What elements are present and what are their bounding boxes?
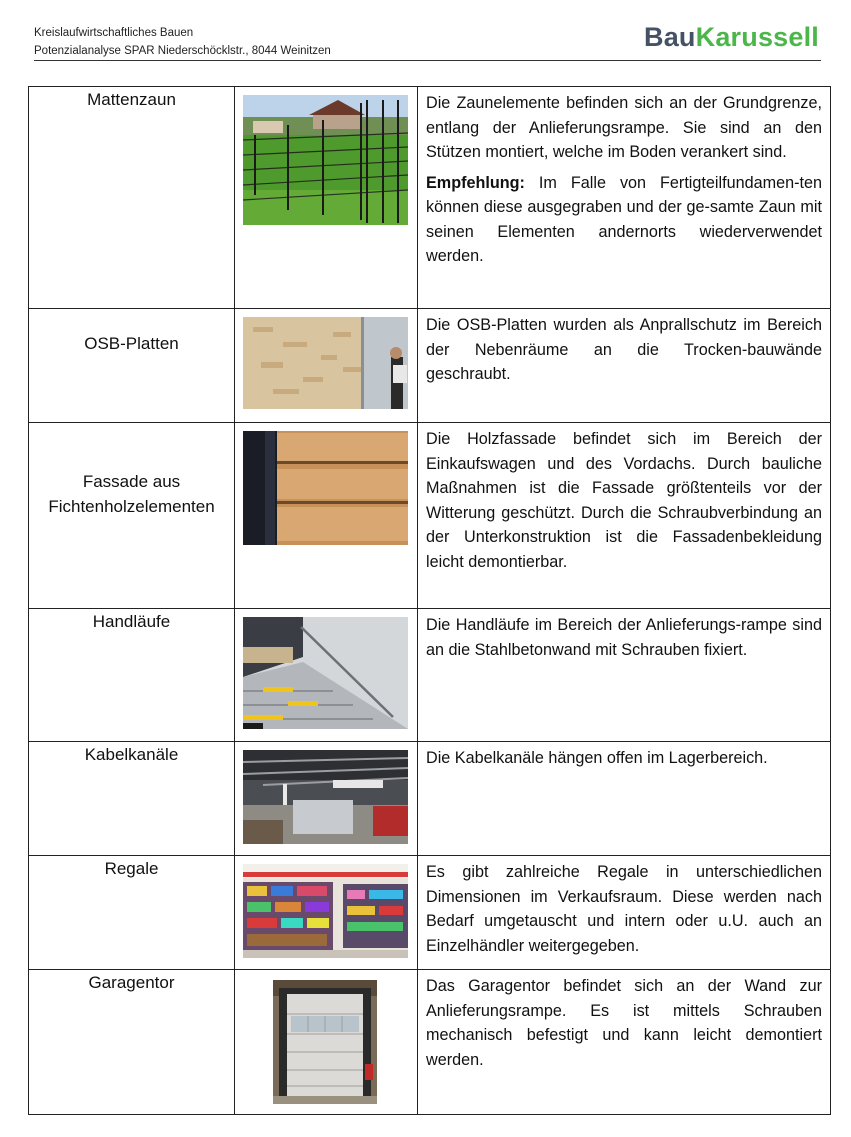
component-table	[28, 86, 831, 1115]
row-text: Die Zaunelemente befinden sich an der Grundgrenze, entlang der Anlieferungsrampe. Sie sind an den Stützen montiert, welche im Boden verankert sind.	[426, 94, 822, 161]
row-label: Kabelkanäle	[29, 742, 235, 856]
table-row	[29, 970, 831, 1115]
row-text: Das Garagentor befindet sich an der Wand zur Anlieferungsrampe. Es ist mittels Schrauben mechanisch befestigt und kann leicht demontiert werden.	[426, 977, 822, 1069]
shelves-photo-icon	[243, 864, 408, 958]
row-description	[418, 309, 831, 423]
row-image-cell	[235, 309, 418, 423]
table-row	[29, 87, 831, 309]
row-label: Handläufe	[29, 609, 235, 742]
row-text: Die Handläufe im Bereich der Anlieferungs-rampe sind an die Stahlbetonwand mit Schrauben fixiert.	[426, 616, 822, 659]
header-line-2: Potenzialanalyse SPAR Niederschöcklstr., 8044 Weinitzen	[34, 45, 331, 57]
row-label: Regale	[29, 856, 235, 970]
row-label: Mattenzaun	[29, 87, 235, 309]
row-image-cell	[235, 609, 418, 742]
recommendation-text: Im Falle von Fertigteilfundamen-ten können diese ausgegraben und der ge-samte Zaun mit seinen Elementen andernorts wiederverwendet werden.	[426, 173, 822, 265]
table-row	[29, 423, 831, 609]
page-header	[34, 22, 821, 62]
row-image-cell	[235, 87, 418, 309]
logo-part-1: Bau	[644, 22, 696, 52]
baukarussell-logo	[644, 22, 819, 53]
row-description	[418, 609, 831, 742]
fence-photo-icon	[243, 95, 408, 225]
row-image-cell	[235, 742, 418, 856]
logo-part-2: Karussell	[695, 22, 819, 52]
table-row	[29, 309, 831, 423]
row-label: OSB-Platten	[29, 309, 235, 423]
row-label: Fassade aus Fichtenholzelementen	[29, 423, 235, 609]
table-row	[29, 856, 831, 970]
cable-tray-photo-icon	[243, 750, 408, 844]
garage-door-photo-icon	[273, 980, 377, 1104]
row-description	[418, 970, 831, 1115]
row-image-cell	[235, 423, 418, 609]
row-description	[418, 423, 831, 609]
row-text: Die Kabelkanäle hängen offen im Lagerbereich.	[426, 749, 768, 767]
row-description	[418, 742, 831, 856]
recommendation	[426, 171, 822, 269]
recommendation-label: Empfehlung:	[426, 173, 525, 192]
table-row	[29, 609, 831, 742]
row-description	[418, 856, 831, 970]
table-row	[29, 742, 831, 856]
row-text: Die OSB-Platten wurden als Anprallschutz im Bereich der Nebenräume an die Trocken-bauwände geschraubt.	[426, 316, 822, 383]
row-text: Es gibt zahlreiche Regale in unterschiedlichen Dimensionen im Verkaufsraum. Diese werden nach Bedarf umgetauscht und intern oder u.U. auch an Einzelhändler weitergegeben.	[426, 863, 822, 955]
row-description	[418, 87, 831, 309]
row-text: Die Holzfassade befindet sich im Bereich der Einkaufswagen und des Vordachs. Durch bauliche Maßnahmen ist die Fassade größtenteils vor der Witterung geschützt. Durch die Schraubverbindung an der Unterkonstruktion ist die Fassadenbekleidung leicht demontierbar.	[426, 430, 822, 571]
header-line-1: Kreislaufwirtschaftliches Bauen	[34, 27, 194, 39]
row-image-cell	[235, 856, 418, 970]
row-label: Garagentor	[29, 970, 235, 1115]
wood-facade-photo-icon	[243, 431, 408, 545]
header-text	[34, 24, 331, 60]
handrail-photo-icon	[243, 617, 408, 729]
header-divider	[34, 60, 821, 61]
row-image-cell	[235, 970, 418, 1115]
osb-board-photo-icon	[243, 317, 408, 409]
